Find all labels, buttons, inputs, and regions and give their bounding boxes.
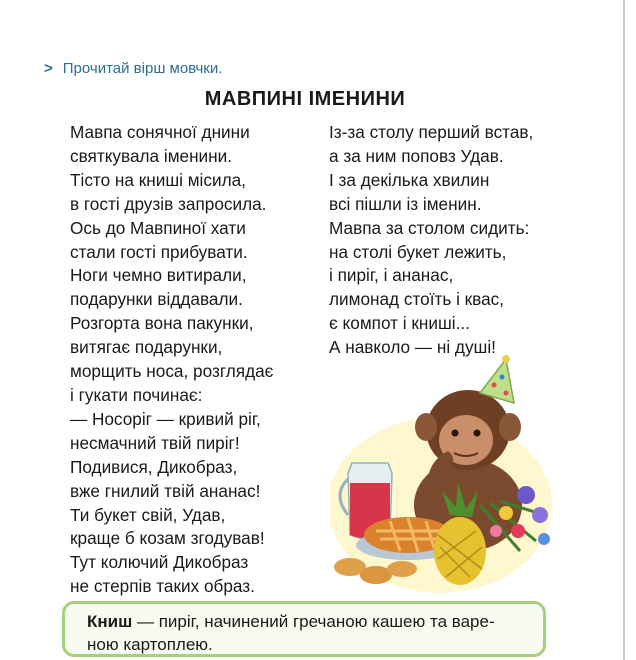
poem-line: Мавпа сонячної днини [70, 122, 250, 142]
poem-line: Подивися, Дикобраз, [70, 456, 238, 477]
instruction-text: Прочитай вірш мовчки. [62, 60, 223, 77]
monkey-ear [499, 413, 521, 441]
monkey-eye [474, 430, 481, 437]
poem-title: МАВПИНІ ІМЕНИНИ [204, 88, 406, 110]
poem-left-column [70, 121, 273, 599]
poem-line: на столі букет лежить, [329, 241, 507, 262]
poem-line: всі пішли із іменин. [329, 193, 482, 214]
poem-line: Ти букет свій, Удав, [70, 504, 226, 525]
poem-right-column [329, 121, 533, 360]
poem-line: Тут колючий Дикобраз [70, 552, 249, 573]
instruction [44, 60, 222, 77]
poem-line: несмачний твій пиріг! [70, 432, 240, 453]
monkey-birthday-table-illustration [330, 355, 560, 595]
poem-line: і гукати починає: [70, 384, 203, 405]
chevron-right-icon: > [44, 60, 53, 77]
definition-term: Книш [87, 612, 133, 631]
poem-line: Мавпа за столом сидить: [329, 217, 530, 238]
bun [387, 561, 417, 577]
definition-text: — пиріг, начинений гречаною кашею та варе- [132, 612, 495, 631]
poem-line: а за ним поповз Удав. [329, 145, 504, 166]
poem-line: лимонад стоїть і квас, [329, 289, 505, 310]
poem-line: — Носоріг — кривий ріг, [70, 408, 261, 429]
poem-line: краще б козам згодував! [70, 528, 265, 549]
poem-line: морщить носа, розглядає [70, 361, 274, 382]
poem-line: в гості друзів запросила. [70, 193, 267, 214]
definition-line-1 [87, 612, 545, 632]
monkey-ear [415, 413, 437, 441]
poem-line: Тісто на книші місила, [70, 169, 246, 190]
poem-line: є компот і книші... [329, 313, 470, 334]
poem-line: Ноги чемно витирали, [70, 265, 247, 286]
poem-line: і пиріг, і ананас, [329, 265, 454, 286]
poem-line: Розгорта вона пакунки, [70, 313, 254, 334]
party-hat-pompom [502, 355, 510, 363]
poem-line: не стерпів таких образ. [70, 576, 255, 597]
definition-line-2: ною картоплею. [87, 635, 213, 654]
poem-line: Із-за столу перший встав, [329, 122, 534, 142]
monkey-eye [452, 430, 459, 437]
poem-line: І за декілька хвилин [329, 169, 490, 190]
poem-line: витягає подарунки, [70, 337, 223, 358]
poem-line: стали гості прибувати. [70, 241, 248, 262]
poem-line: А навколо — ні душі! [329, 337, 496, 358]
poem-line: Ось до Мавпиної хати [70, 217, 246, 238]
page-edge-rule [623, 0, 625, 660]
definition-box [62, 601, 546, 657]
poem-line: подарунки віддавали. [70, 289, 243, 310]
poem-line: святкувала іменини. [70, 145, 233, 166]
poem-line: вже гнилий твій ананас! [70, 480, 261, 501]
